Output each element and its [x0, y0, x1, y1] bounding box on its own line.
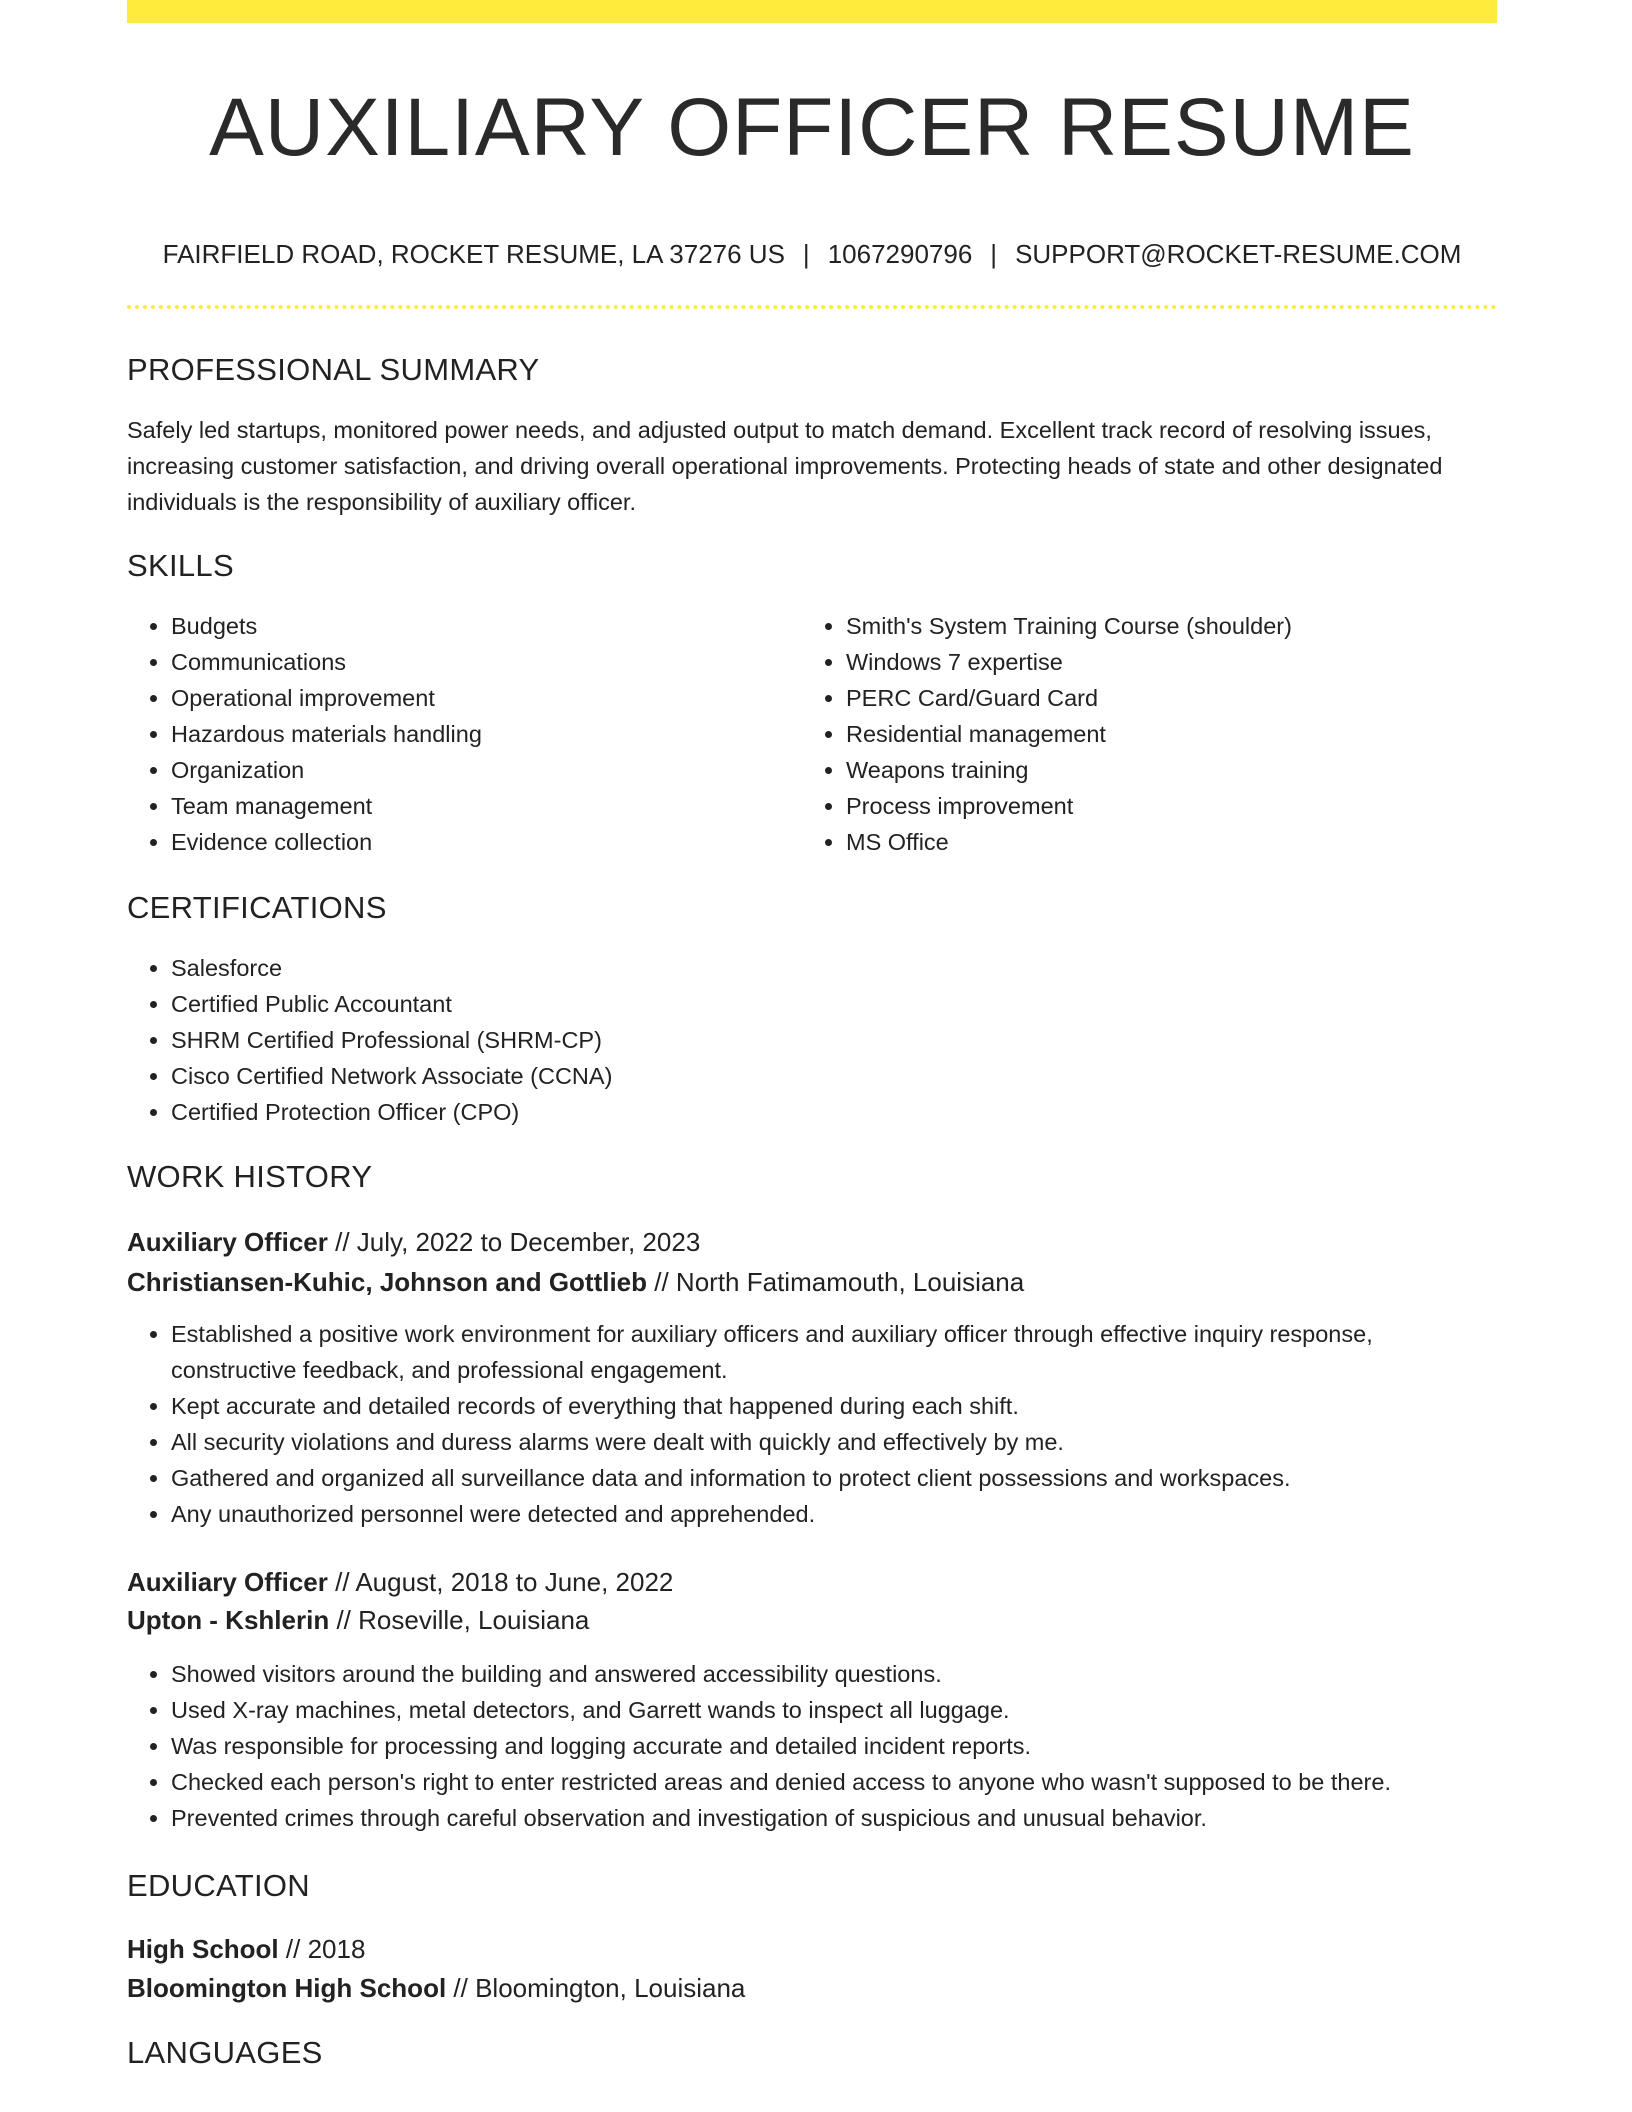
job-bullet: • Kept accurate and detailed records of everything that happened during each shift. — [171, 1388, 1497, 1424]
certification-item: • Cisco Certified Network Associate (CCNA) — [171, 1058, 1491, 1094]
skill-item: • Process improvement — [846, 788, 1536, 824]
skills-list-left — [127, 608, 797, 860]
job-dates: // July, 2022 to December, 2023 — [335, 1227, 701, 1257]
skills-list-right — [802, 608, 1536, 860]
education-degree: High School — [127, 1934, 279, 1964]
job-title: Auxiliary Officer — [127, 1567, 328, 1597]
languages-heading: LANGUAGES — [127, 2035, 323, 2070]
certification-item: • SHRM Certified Professional (SHRM-CP) — [171, 1022, 1491, 1058]
skill-item: • Weapons training — [846, 752, 1536, 788]
job-company: Christiansen-Kuhic, Johnson and Gottlieb — [127, 1267, 648, 1297]
skill-item: • Budgets — [171, 608, 797, 644]
job-bullet: • Showed visitors around the building and answered accessibility questions. — [171, 1656, 1541, 1692]
skill-item: • Communications — [171, 644, 797, 680]
certification-item: • Certified Public Accountant — [171, 986, 1491, 1022]
contact-phone[interactable]: 1067290796 — [827, 239, 973, 269]
job-company-line — [127, 1600, 589, 1640]
contact-address: FAIRFIELD ROAD, ROCKET RESUME, LA 37276 US — [162, 239, 785, 269]
work-history-heading: WORK HISTORY — [127, 1159, 373, 1194]
education-school-line — [127, 1968, 745, 2008]
job-dates: // August, 2018 to June, 2022 — [335, 1567, 674, 1597]
skill-item: • MS Office — [846, 824, 1536, 860]
job-bullet: • Any unauthorized personnel were detected and apprehended. — [171, 1496, 1497, 1532]
summary-text: Safely led startups, monitored power needs, and adjusted output to match demand. Excellent track record of resolving issues, increasing customer satisfaction, and driving overall operational improvements. Protecting heads of state and other designated individuals is the responsibility of auxiliary officer. — [127, 417, 1443, 515]
skill-item: • Hazardous materials handling — [171, 716, 797, 752]
contact-email[interactable]: SUPPORT@ROCKET-RESUME.COM — [1015, 239, 1462, 269]
job-bullet: • Established a positive work environment for auxiliary officers and auxiliary officer through effective inquiry response, constructive feedback, and professional engagement. — [171, 1316, 1497, 1388]
education-location: // Bloomington, Louisiana — [453, 1973, 746, 2003]
skill-item: • Smith's System Training Course (shoulder) — [846, 608, 1536, 644]
skill-item: • Evidence collection — [171, 824, 797, 860]
contact-separator: | — [802, 239, 810, 269]
job-company: Upton - Kshlerin — [127, 1605, 330, 1635]
job-title-line — [127, 1222, 700, 1262]
job-title: Auxiliary Officer — [127, 1227, 328, 1257]
skill-item: • Residential management — [846, 716, 1536, 752]
skill-item: • Operational improvement — [171, 680, 797, 716]
job-bullet: • All security violations and duress alarms were dealt with quickly and effectively by me. — [171, 1424, 1497, 1460]
accent-top-bar — [127, 0, 1497, 23]
certifications-heading: CERTIFICATIONS — [127, 890, 387, 925]
education-degree-line — [127, 1929, 365, 1969]
education-heading: EDUCATION — [127, 1868, 310, 1903]
job-location: // North Fatimamouth, Louisiana — [654, 1267, 1025, 1297]
job-bullets — [127, 1316, 1497, 1532]
contact-separator: | — [990, 239, 998, 269]
job-company-line — [127, 1262, 1024, 1302]
job-bullet: • Used X-ray machines, metal detectors, and Garrett wands to inspect all luggage. — [171, 1692, 1541, 1728]
resume-title: AUXILIARY OFFICER RESUME — [209, 82, 1415, 173]
job-bullet: • Prevented crimes through careful observation and investigation of suspicious and unusual behavior. — [171, 1800, 1541, 1836]
skill-item: • Organization — [171, 752, 797, 788]
job-bullet: • Checked each person's right to enter restricted areas and denied access to anyone who wasn't supposed to be there. — [171, 1764, 1541, 1800]
job-bullet: • Was responsible for processing and logging accurate and detailed incident reports. — [171, 1728, 1541, 1764]
certification-item: • Certified Protection Officer (CPO) — [171, 1094, 1491, 1130]
job-title-line — [127, 1562, 673, 1602]
education-year: // 2018 — [285, 1934, 366, 1964]
contact-line — [127, 234, 1497, 274]
job-bullets — [127, 1656, 1541, 1836]
skill-item: • Team management — [171, 788, 797, 824]
summary-heading: PROFESSIONAL SUMMARY — [127, 352, 540, 387]
job-location: // Roseville, Louisiana — [336, 1605, 590, 1635]
skill-item: • PERC Card/Guard Card — [846, 680, 1536, 716]
certifications-list — [127, 950, 1491, 1130]
education-school: Bloomington High School — [127, 1973, 447, 2003]
dotted-divider — [127, 305, 1497, 309]
skill-item: • Windows 7 expertise — [846, 644, 1536, 680]
certification-item: • Salesforce — [171, 950, 1491, 986]
skills-heading: SKILLS — [127, 548, 234, 583]
job-bullet: • Gathered and organized all surveillance data and information to protect client possessions and workspaces. — [171, 1460, 1497, 1496]
